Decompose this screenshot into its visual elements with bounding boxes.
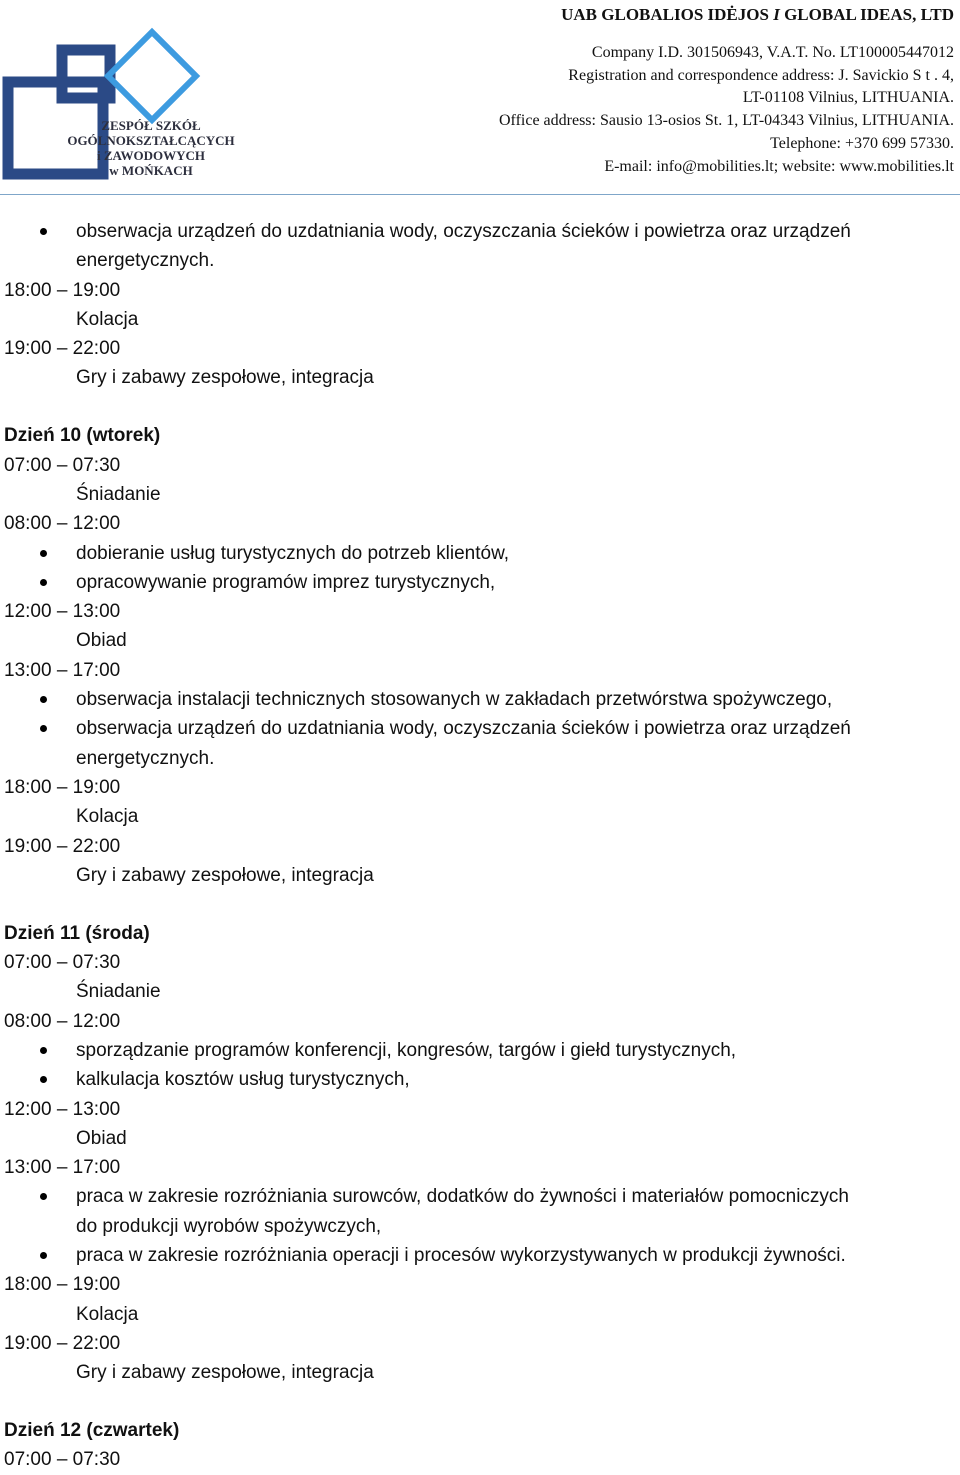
company-name-italic: I: [773, 5, 780, 24]
school-logo: [2, 22, 242, 182]
company-name-part: UAB GLOBALIOS IDĖJOS: [561, 5, 774, 24]
company-name: [499, 4, 954, 27]
list-item: kalkulacja kosztów usług turystycznych,: [4, 1065, 954, 1094]
time-slot: 12:00 – 13:00: [4, 601, 121, 623]
schedule: [4, 217, 954, 1475]
list-item-text: praca w zakresie rozróżniania surowców, dodatków do żywności i materiałów pomocniczych: [76, 1186, 849, 1208]
company-name-part: GLOBAL IDEAS, LTD: [779, 5, 954, 24]
time-slot: 07:00 – 07:30: [4, 1449, 121, 1471]
activity: Śniadanie: [76, 981, 161, 1003]
activity: Obiad: [76, 1127, 127, 1149]
list-item: dobieranie usług turystycznych do potrzeb klientów,: [4, 539, 954, 568]
time-slot: 19:00 – 22:00: [4, 338, 121, 360]
registration-city: LT-01108 Vilnius, LITHUANIA.: [742, 89, 954, 107]
activity: Kolacja: [76, 806, 139, 828]
time-slot: 08:00 – 12:00: [4, 513, 121, 535]
company-id: Company I.D. 301506943, V.A.T. No. LT100005447012: [591, 43, 954, 61]
activity: Gry i zabawy zespołowe, integracja: [76, 367, 374, 389]
time-slot: 13:00 – 17:00: [4, 1157, 121, 1179]
logo-line: OGÓLNOKSZTAŁCĄCYCH: [67, 133, 235, 148]
list-item: obserwacja instalacji technicznych stosowanych w zakładach przetwórstwa spożywczego,: [4, 685, 954, 714]
time-slot: 07:00 – 07:30: [4, 454, 121, 476]
logo-line: i ZAWODOWYCH: [97, 148, 205, 163]
time-slot: 13:00 – 17:00: [4, 659, 121, 681]
day-heading: Dzień 11 (środa): [4, 922, 150, 944]
logo-caption: [56, 118, 246, 178]
company-info: [499, 4, 954, 179]
time-slot: 18:00 – 19:00: [4, 279, 121, 301]
registration-address: Registration and correspondence address: J. Savickio S t . 4,: [568, 66, 954, 84]
logo-line: w MOŃKACH: [109, 163, 193, 178]
email-website: E-mail: info@mobilities.lt; website: www.mobilities.lt: [604, 157, 954, 175]
time-slot: 12:00 – 13:00: [4, 1098, 121, 1120]
list-item: opracowywanie programów imprez turystycznych,: [4, 568, 954, 597]
list-item-text: obserwacja urządzeń do uzdatniania wody, oczyszczania ścieków i powietrza oraz urządzeń: [76, 718, 851, 740]
telephone: Telephone: +370 699 57330.: [770, 134, 954, 152]
time-slot: 08:00 – 12:00: [4, 1010, 121, 1032]
time-slot: 19:00 – 22:00: [4, 1332, 121, 1354]
list-item: sporządzanie programów konferencji, kongresów, targów i giełd turystycznych,: [4, 1036, 954, 1065]
list-item-text: energetycznych.: [76, 250, 215, 272]
activity: Gry i zabawy zespołowe, integracja: [76, 1362, 374, 1384]
activity: Kolacja: [76, 308, 139, 330]
list-item-text: do produkcji wyrobów spożywczych,: [76, 1215, 382, 1237]
time-slot: 18:00 – 19:00: [4, 776, 121, 798]
letterhead: [0, 0, 960, 196]
activity: Obiad: [76, 630, 127, 652]
time-slot: 19:00 – 22:00: [4, 835, 121, 857]
activity: Gry i zabawy zespołowe, integracja: [76, 864, 374, 886]
list-item: [4, 714, 954, 773]
day-heading: Dzień 12 (czwartek): [4, 1420, 180, 1442]
list-item: [4, 217, 954, 276]
list-item-text: energetycznych.: [76, 747, 215, 769]
list-item: praca w zakresie rozróżniania operacji i procesów wykorzystywanych w produkcji żywności.: [4, 1241, 954, 1270]
day-heading: Dzień 10 (wtorek): [4, 425, 161, 447]
activity: Śniadanie: [76, 483, 161, 505]
office-address: Office address: Sausio 13-osios St. 1, LT-04343 Vilnius, LITHUANIA.: [498, 112, 954, 130]
logo-line: ZESPÓŁ SZKÓŁ: [101, 118, 201, 133]
time-slot: 07:00 – 07:30: [4, 952, 121, 974]
header-divider: [0, 194, 960, 195]
list-item-text: obserwacja urządzeń do uzdatniania wody, oczyszczania ścieków i powietrza oraz urządzeń: [76, 221, 851, 242]
time-slot: 18:00 – 19:00: [4, 1274, 121, 1296]
list-item: [4, 1182, 954, 1241]
activity: Kolacja: [76, 1303, 139, 1325]
